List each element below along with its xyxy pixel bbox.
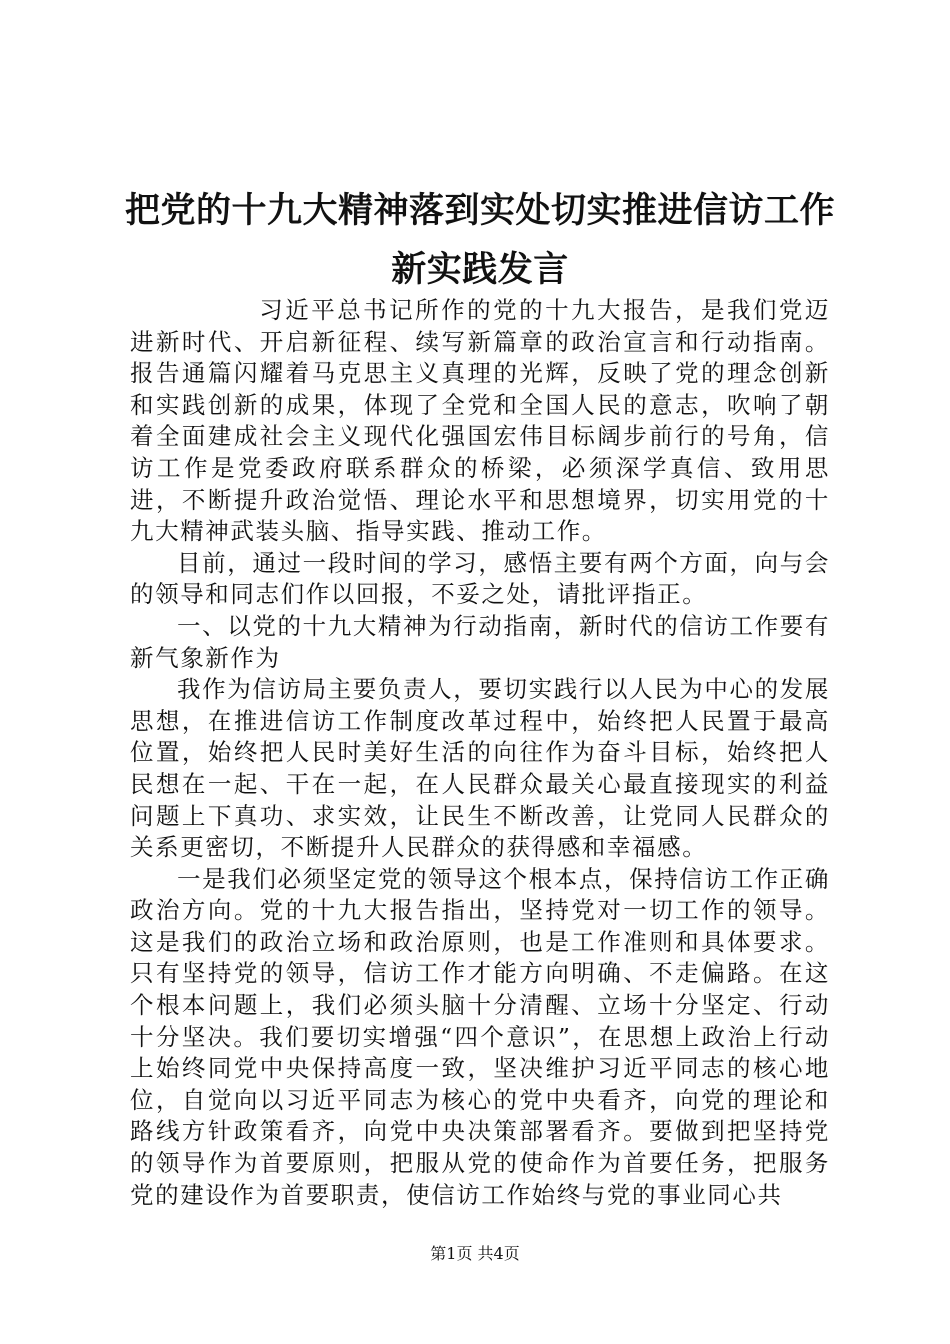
section-heading: 一、以党的十九大精神为行动指南，新时代的信访工作要有新气象新作为 — [130, 611, 830, 672]
document-title-line-1: 把党的十九大精神落到实处切实推进信访工作 — [124, 190, 835, 231]
document-body — [130, 295, 830, 1211]
body-paragraph: 目前，通过一段时间的学习，感悟主要有两个方面，向与会的领导和同志们作以回报，不妥之处，请批评指正。 — [130, 548, 830, 609]
body-paragraph: 习近平总书记所作的党的十九大报告，是我们党迈进新时代、开启新征程、续写新篇章的政治宣言和行动指南。报告通篇闪耀着马克思主义真理的光辉，反映了党的理念创新和实践创新的成果，体现了全党和全国人民的意志，吹响了朝着全面建成社会主义现代化强国宏伟目标阔步前行的号角，信访工作是党委政府联系群众的桥梁，必须深学真信、致用思进，不断提升政治觉悟、理论水平和思想境界，切实用党的十九大精神武装头脑、指导实践、推动工作。 — [130, 296, 830, 546]
body-paragraph: 一是我们必须坚定党的领导这个根本点，保持信访工作正确政治方向。党的十九大报告指出，坚持党对一切工作的领导。这是我们的政治立场和政治原则，也是工作准则和具体要求。只有坚持党的领导，信访工作才能方向明确、不走偏路。在这个根本问题上，我们必须头脑十分清醒、立场十分坚定、行动十分坚决。我们要切实增强“四个意识”，在思想上政治上行动上始终同党中央保持高度一致，坚决维护习近平同志的核心地位，自觉向以习近平同志为核心的党中央看齐，向党的理论和路线方针政策看齐，向党中央决策部署看齐。要做到把坚持党的领导作为首要原则，把服从党的使命作为首要任务，把服务党的建设作为首要职责，使信访工作始终与党的事业同心共 — [130, 864, 830, 1209]
document-title-line-2: 新实践发言 — [391, 249, 569, 290]
body-paragraph: 我作为信访局主要负责人，要切实践行以人民为中心的发展思想，在推进信访工作制度改革过程中，始终把人民置于最高位置，始终把人民时美好生活的向往作为奋斗目标，始终把人民想在一起、干在一起，在人民群众最关心最直接现实的利益问题上下真功、求实效，让民生不断改善，让党同人民群众的关系更密切，不断提升人民群众的获得感和幸福感。 — [130, 675, 830, 862]
page-footer: 第1页 共4页 — [430, 1244, 520, 1263]
